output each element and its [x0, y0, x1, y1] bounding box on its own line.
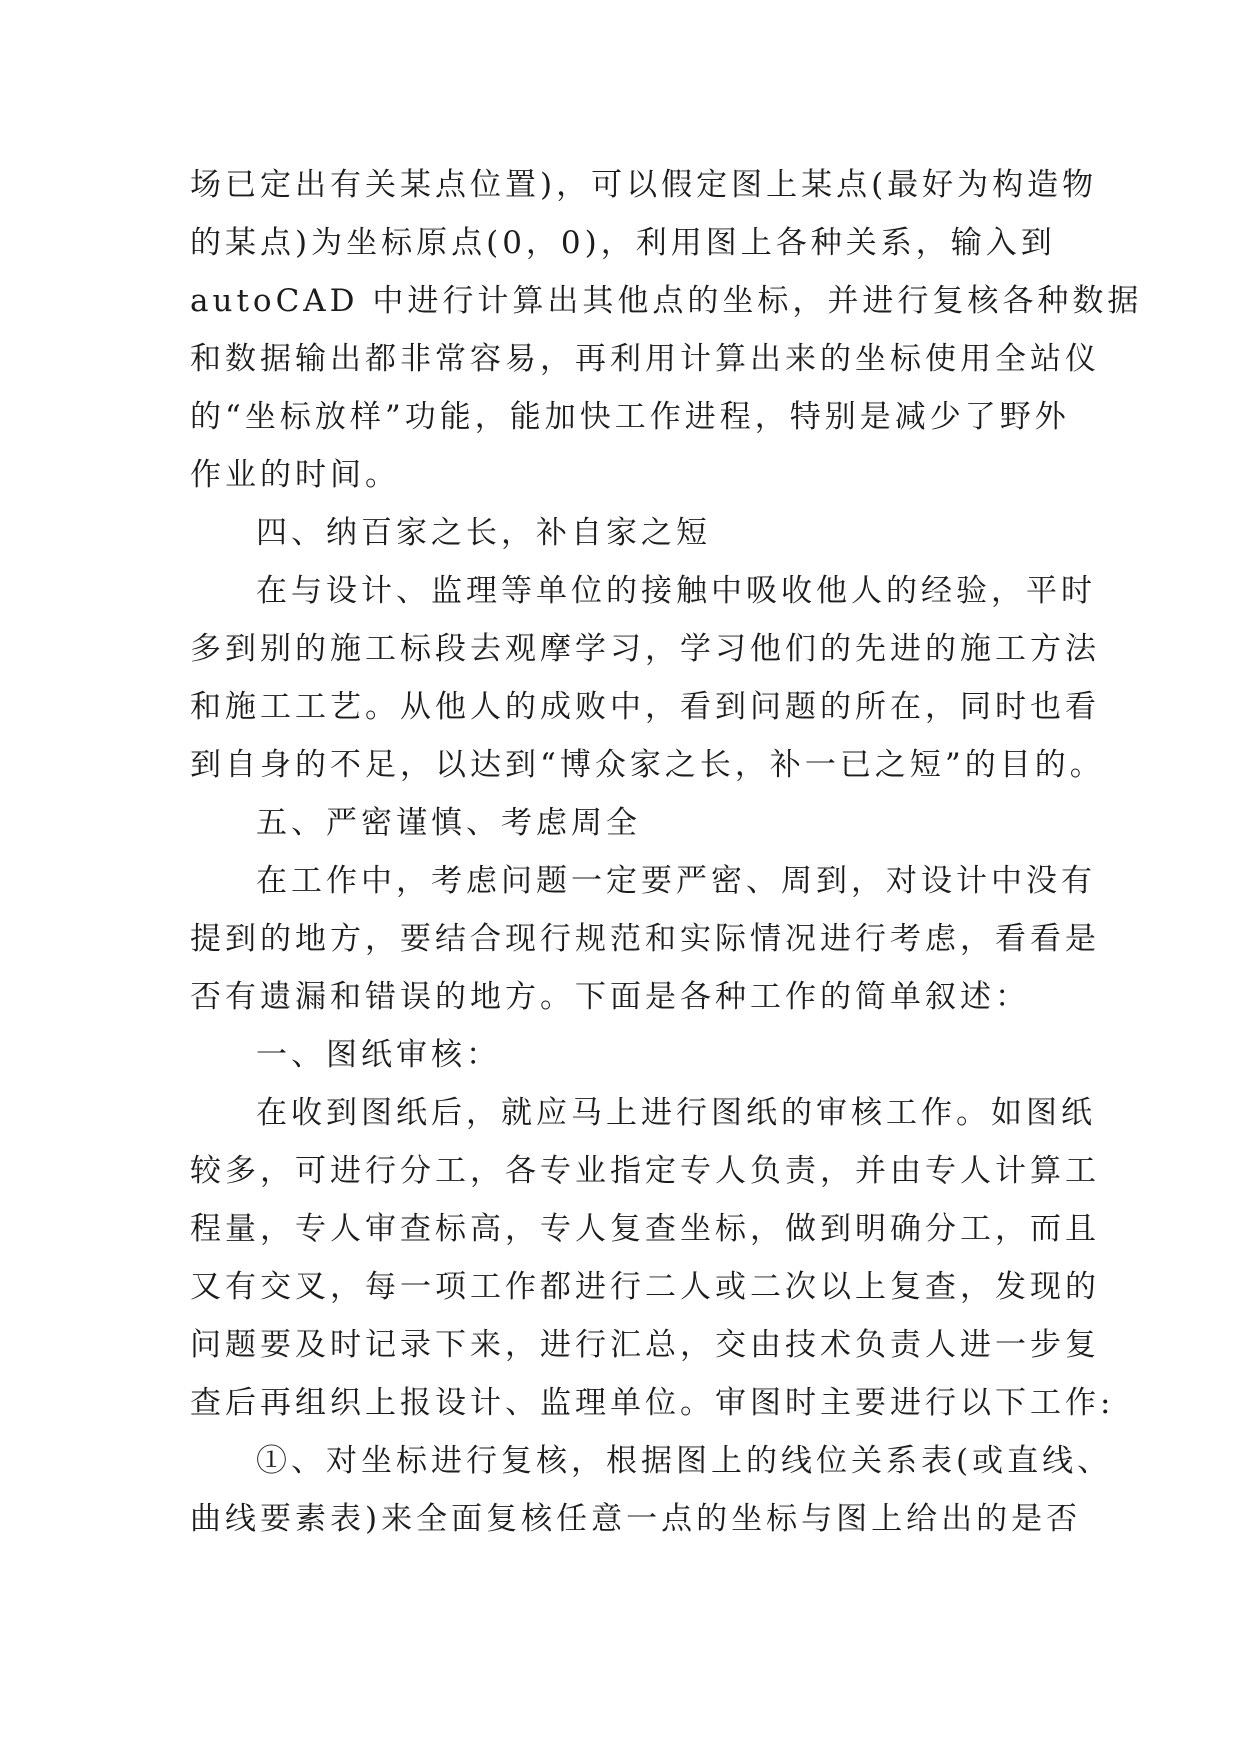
text-line: 曲线要素表)来全面复核任意一点的坐标与图上给出的是否 [190, 1501, 1082, 1537]
list-item: ①、对坐标进行复核，根据图上的线位关系表(或直线、 [256, 1443, 1113, 1479]
text-line: 较多，可进行分工，各专业指定专人负责，并由专人计算工 [190, 1153, 1100, 1189]
section-heading: 一、图纸审核： [256, 1037, 501, 1073]
text-line: 在与设计、监理等单位的接触中吸收他人的经验，平时 [256, 573, 1096, 609]
text-line: 在工作中，考虑问题一定要严密、周到，对设计中没有 [256, 863, 1096, 899]
text-line: 程量，专人审查标高，专人复查坐标，做到明确分工，而且 [190, 1211, 1100, 1247]
text-line: 的某点)为坐标原点(0，0)，利用图上各种关系，输入到 [190, 225, 1056, 261]
text-line: 否有遗漏和错误的地方。下面是各种工作的简单叙述： [190, 979, 1030, 1015]
text-line: 和数据输出都非常容易，再利用计算出来的坐标使用全站仪 [190, 341, 1100, 377]
text-line: 查后再组织上报设计、监理单位。审图时主要进行以下工作: [190, 1385, 1115, 1421]
text-line: 的“坐标放样”功能，能加快工作进程，特别是减少了野外 [190, 399, 1070, 435]
text-line: 又有交叉，每一项工作都进行二人或二次以上复查，发现的 [190, 1269, 1100, 1305]
section-heading: 四、纳百家之长，补自家之短 [256, 515, 711, 551]
section-heading: 五、严密谨慎、考虑周全 [256, 805, 641, 841]
text-line: 作业的时间。 [190, 457, 400, 493]
text-line: 多到别的施工标段去观摩学习，学习他们的先进的施工方法 [190, 631, 1100, 667]
text-line: autoCAD 中进行计算出其他点的坐标，并进行复核各种数据 [190, 283, 1143, 319]
text-line: 到自身的不足，以达到“博众家之长，补一已之短”的目的。 [190, 747, 1105, 783]
text-line: 提到的地方，要结合现行规范和实际情况进行考虑，看看是 [190, 921, 1100, 957]
text-line: 问题要及时记录下来，进行汇总，交由技术负责人进一步复 [190, 1327, 1100, 1363]
text-line: 场已定出有关某点位置)，可以假定图上某点(最好为构造物 [190, 167, 1098, 203]
text-line: 和施工工艺。从他人的成败中，看到问题的所在，同时也看 [190, 689, 1100, 725]
text-line: 在收到图纸后，就应马上进行图纸的审核工作。如图纸 [256, 1095, 1096, 1131]
